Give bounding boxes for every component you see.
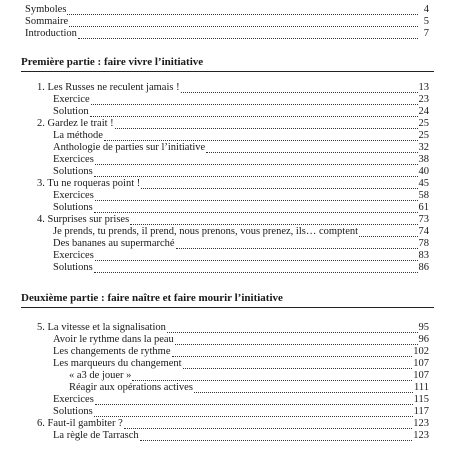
leader-dots xyxy=(90,108,418,117)
leader-dots xyxy=(172,348,413,357)
toc-entry-chapter-5[interactable] xyxy=(37,322,429,334)
toc-entry-page: 4 xyxy=(423,4,429,15)
toc-entry-exercices[interactable] xyxy=(53,250,429,262)
toc-entry-sommaire[interactable] xyxy=(25,16,429,28)
toc-entry-page: 95 xyxy=(418,322,429,333)
part-one-rule xyxy=(21,71,434,72)
toc-entry-page: 111 xyxy=(414,382,429,393)
toc-entry-label: Solutions xyxy=(53,166,93,177)
toc-entry-label: La règle de Tarrasch xyxy=(53,430,139,441)
toc-entry-label: Anthologie de parties sur l’initiative xyxy=(53,142,206,153)
toc-entry-label: La méthode xyxy=(53,130,103,141)
toc-entry-label: Exercice xyxy=(53,94,90,105)
toc-entry-chapter-3[interactable] xyxy=(37,178,429,190)
toc-entry-page: 123 xyxy=(413,430,429,441)
toc-entry-chapter-4[interactable] xyxy=(37,214,429,226)
toc-entry-page: 96 xyxy=(418,334,429,345)
leader-dots xyxy=(140,432,413,441)
toc-entry-page: 23 xyxy=(418,94,429,105)
leader-dots xyxy=(183,360,413,369)
part-two-title: Deuxième partie : faire naître et faire mourir l’initiative xyxy=(21,292,283,304)
toc-entry-solutions[interactable] xyxy=(53,166,429,178)
leader-dots xyxy=(175,336,418,345)
toc-entry-label: 5. La vitesse et la signalisation xyxy=(37,322,166,333)
toc-entry-a3-de-jouer[interactable] xyxy=(69,370,429,382)
toc-entry-page: 40 xyxy=(418,166,429,177)
leader-dots xyxy=(115,120,418,129)
leader-dots xyxy=(194,384,413,393)
leader-dots xyxy=(95,252,418,261)
toc-entry-label: Avoir le rythme dans la peau xyxy=(53,334,174,345)
toc-entry-je-prends[interactable] xyxy=(53,226,429,238)
toc-entry-solutions[interactable] xyxy=(53,262,429,274)
toc-entry-exercices[interactable] xyxy=(53,190,429,202)
leader-dots xyxy=(95,156,418,165)
toc-entry-chapter-2[interactable] xyxy=(37,118,429,130)
leader-dots xyxy=(124,420,413,429)
toc-entry-label: Exercices xyxy=(53,250,94,261)
toc-entry-label: 4. Surprises sur prises xyxy=(37,214,130,225)
leader-dots xyxy=(181,84,418,93)
leader-dots xyxy=(91,96,418,105)
leader-dots xyxy=(141,180,417,189)
leader-dots xyxy=(67,6,418,15)
toc-entry-label: 1. Les Russes ne reculent jamais ! xyxy=(37,82,180,93)
toc-entry-page: 61 xyxy=(418,202,429,213)
toc-entry-exercice[interactable] xyxy=(53,94,429,106)
leader-dots xyxy=(95,396,413,405)
toc-entry-solutions[interactable] xyxy=(53,202,429,214)
leader-dots xyxy=(132,372,412,381)
toc-entry-page: 45 xyxy=(418,178,429,189)
toc-entry-page: 107 xyxy=(413,370,429,381)
toc-entry-exercices[interactable] xyxy=(53,154,429,166)
toc-entry-la-methode[interactable] xyxy=(53,130,429,142)
toc-entry-label: Exercices xyxy=(53,394,94,405)
toc-entry-page: 78 xyxy=(418,238,429,249)
toc-entry-introduction[interactable] xyxy=(25,28,429,40)
toc-entry-page: 13 xyxy=(418,82,429,93)
toc-entry-symboles[interactable] xyxy=(25,4,429,16)
toc-entry-page: 73 xyxy=(418,214,429,225)
toc-entry-des-bananes[interactable] xyxy=(53,238,429,250)
leader-dots xyxy=(94,168,418,177)
part-two-rule xyxy=(21,307,434,308)
toc-entry-label: 3. Tu ne roqueras point ! xyxy=(37,178,141,189)
toc-entry-label: 2. Gardez le trait ! xyxy=(37,118,114,129)
toc-entry-label: Je prends, tu prends, il prend, nous prenons, vous prenez, ils… comptent xyxy=(53,226,359,237)
leader-dots xyxy=(69,18,418,27)
toc-entry-page: 123 xyxy=(413,418,429,429)
toc-entry-reagir[interactable] xyxy=(69,382,429,394)
toc-entry-label: Sommaire xyxy=(25,16,69,27)
leader-dots xyxy=(176,240,418,249)
toc-entry-page: 117 xyxy=(413,406,429,417)
toc-entry-avoir-le-rythme[interactable] xyxy=(53,334,429,346)
leader-dots xyxy=(94,264,418,273)
toc-entry-label: Les changements de rythme xyxy=(53,346,171,357)
toc-entry-page: 107 xyxy=(413,358,429,369)
toc-entry-regle-de-tarrasch[interactable] xyxy=(53,430,429,442)
toc-entry-label: Solutions xyxy=(53,262,93,273)
toc-entry-anthologie[interactable] xyxy=(53,142,429,154)
toc-entry-page: 25 xyxy=(418,130,429,141)
leader-dots xyxy=(94,204,418,213)
toc-entry-label: 6. Faut-il gambiter ? xyxy=(37,418,123,429)
toc-entry-chapter-1[interactable] xyxy=(37,82,429,94)
toc-entry-label: Exercices xyxy=(53,154,94,165)
toc-entry-chapter-6[interactable] xyxy=(37,418,429,430)
toc-entry-solution[interactable] xyxy=(53,106,429,118)
toc-entry-changements-de-rythme[interactable] xyxy=(53,346,429,358)
toc-entry-page: 115 xyxy=(413,394,429,405)
toc-entry-page: 5 xyxy=(423,16,429,27)
toc-entry-label: Symboles xyxy=(25,4,67,15)
toc-entry-label: Exercices xyxy=(53,190,94,201)
leader-dots xyxy=(206,144,417,153)
toc-entry-page: 74 xyxy=(418,226,429,237)
leader-dots xyxy=(78,30,418,39)
leader-dots xyxy=(95,192,418,201)
leader-dots xyxy=(94,408,413,417)
leader-dots xyxy=(104,132,418,141)
leader-dots xyxy=(167,324,418,333)
toc-entry-label: « a3 de jouer » xyxy=(69,370,132,381)
toc-entry-label: Solution xyxy=(53,106,89,117)
toc-entry-page: 38 xyxy=(418,154,429,165)
toc-entry-label: Réagir aux opérations actives xyxy=(69,382,193,393)
part-one-title: Première partie : faire vivre l’initiative xyxy=(21,56,204,68)
toc-entry-label: Solutions xyxy=(53,406,93,417)
toc-entry-page: 102 xyxy=(413,346,429,357)
toc-entry-page: 7 xyxy=(423,28,429,39)
toc-entry-solutions[interactable] xyxy=(53,406,429,418)
toc-entry-page: 83 xyxy=(418,250,429,261)
toc-entry-page: 24 xyxy=(418,106,429,117)
toc-entry-exercices[interactable] xyxy=(53,394,429,406)
toc-entry-label: Les marqueurs du changement xyxy=(53,358,182,369)
leader-dots xyxy=(130,216,417,225)
leader-dots xyxy=(359,228,417,237)
toc-entry-marqueurs-du-changement[interactable] xyxy=(53,358,429,370)
toc-entry-label: Des bananes au supermarché xyxy=(53,238,175,249)
toc-entry-page: 58 xyxy=(418,190,429,201)
toc-entry-page: 25 xyxy=(418,118,429,129)
toc-entry-label: Solutions xyxy=(53,202,93,213)
toc-entry-label: Introduction xyxy=(25,28,77,39)
toc-entry-page: 32 xyxy=(418,142,429,153)
toc-entry-page: 86 xyxy=(418,262,429,273)
